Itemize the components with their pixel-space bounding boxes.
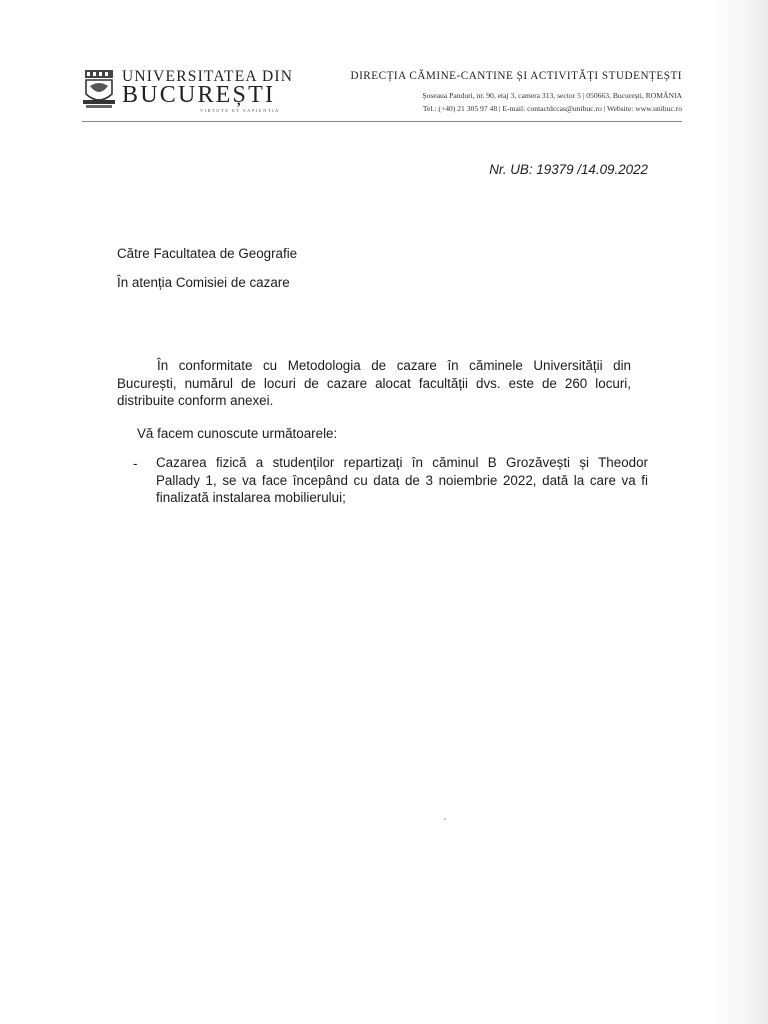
bullet-line: Cazarea fizică a studenților repartizați în căminul B Grozăvești și Theodor — [156, 455, 648, 470]
attention-line: În atenția Comisiei de cazare — [117, 275, 290, 290]
header-divider — [82, 121, 682, 122]
recipient-line: Către Facultatea de Geografie — [117, 246, 298, 261]
main-paragraph — [117, 357, 631, 410]
university-motto: VIRTUTE ET SAPIENTIA — [200, 108, 280, 113]
scan-shadow-edge — [708, 0, 768, 1024]
scan-speck — [444, 818, 446, 820]
bullet-item — [156, 454, 648, 507]
reference-number: Nr. UB: 19379 /14.09.2022 — [489, 162, 648, 177]
university-name-line2: BUCUREȘTI — [122, 82, 276, 108]
bullet-line: finalizată instalarea mobilierului; — [156, 490, 346, 505]
university-logo — [82, 68, 294, 113]
paragraph-line: distribuite conform anexei. — [117, 393, 274, 408]
department-title: DIRECȚIA CĂMINE-CANTINE ȘI ACTIVITĂȚI STUDENȚEȘTI — [350, 70, 682, 82]
university-name-line1: UNIVERSITATEA DIN — [122, 68, 294, 85]
bullet-line: Pallady 1, se va face începând cu data de 3 noiembrie 2022, dată la care va fi — [156, 472, 648, 488]
bullet-marker: - — [133, 456, 138, 471]
university-crest-icon — [82, 68, 116, 110]
intro-line: Vă facem cunoscute următoarele: — [137, 426, 338, 441]
department-address: Șoseaua Panduri, nr. 90, etaj 3, camera 313, sector 5 | 050663, București, ROMÂNIA — [422, 91, 682, 100]
paragraph-line: București, numărul de locuri de cazare alocat facultății dvs. este de 260 locuri, — [117, 375, 631, 391]
paragraph-line: În conformitate cu Metodologia de cazare în căminele Universității din — [157, 358, 631, 373]
department-contact: Tel.: (+40) 21 305 97 48 | E-mail: contactdccas@unibuc.ro | Website: www.unibuc.ro — [422, 104, 682, 113]
